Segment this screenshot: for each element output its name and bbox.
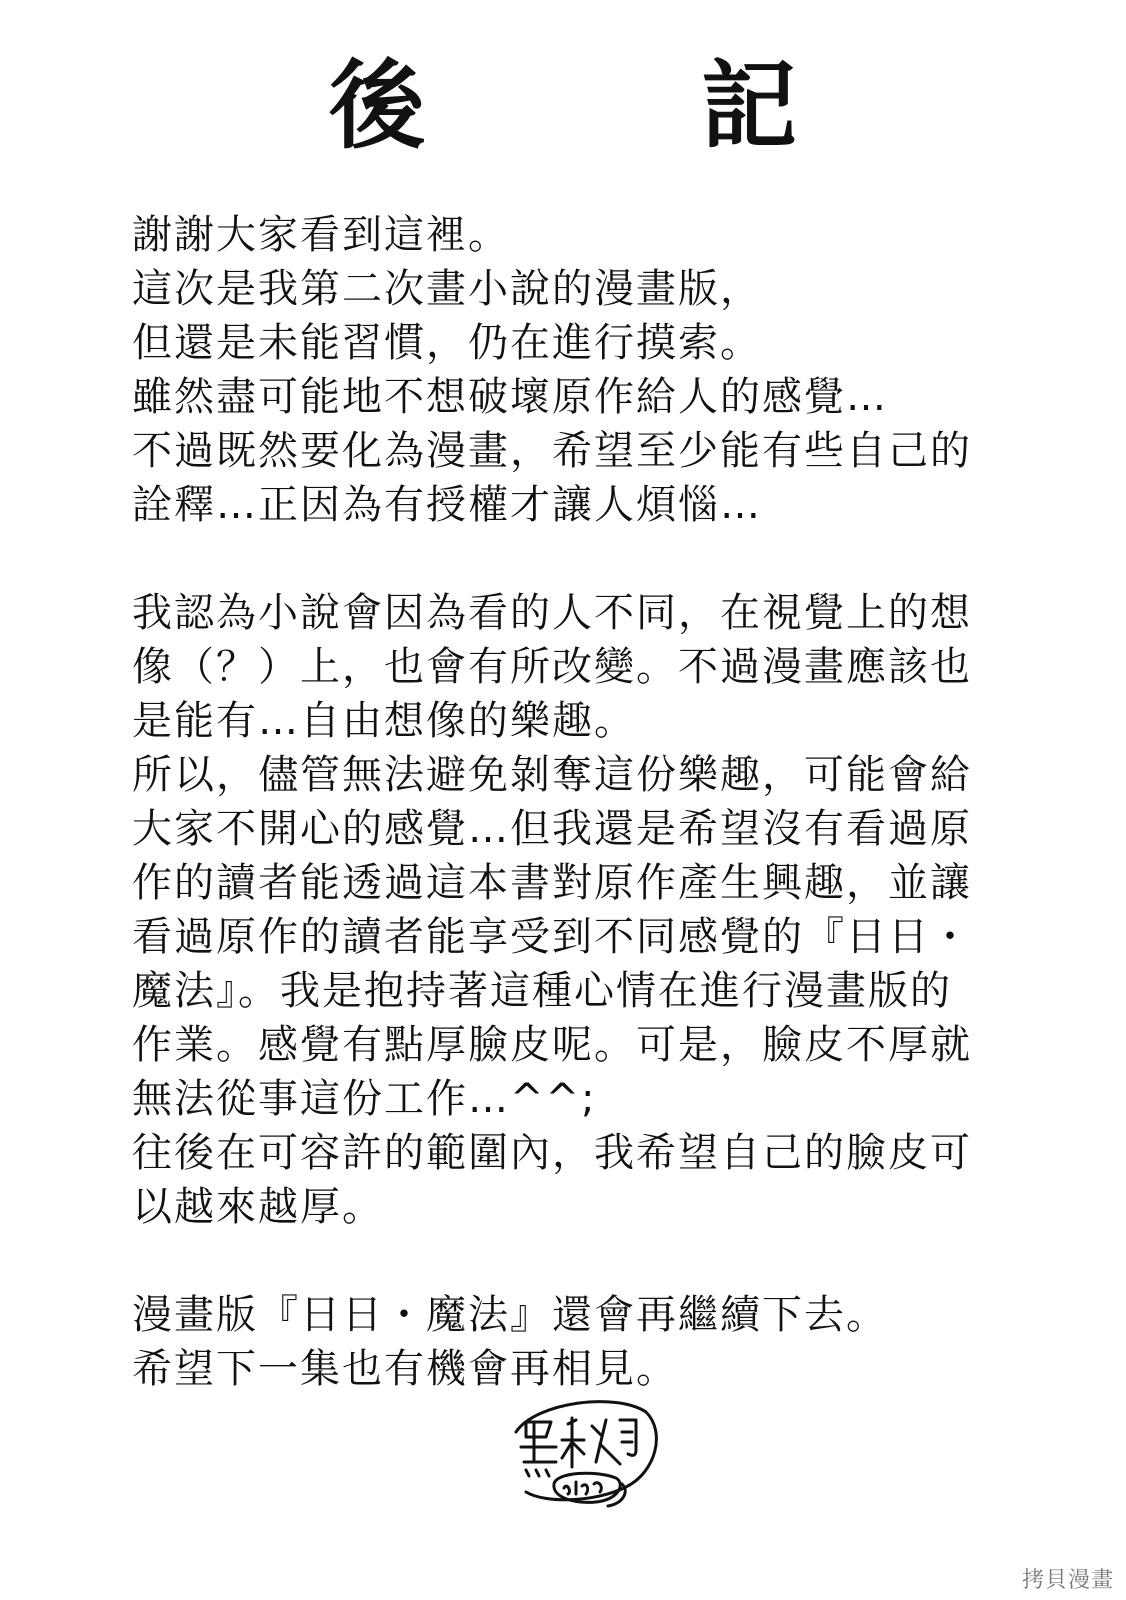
text-line: 漫畫版『日日・魔法』還會再繼續下去。	[132, 1292, 888, 1338]
text-line: 魔法』。我是抱持著這種心情在進行漫畫版的	[132, 968, 952, 1014]
text-line: 這次是我第二次畫小說的漫畫版，	[132, 266, 762, 312]
text-line: 所以，儘管無法避免剝奪這份樂趣，可能會給	[132, 752, 972, 798]
text-line: 作業。感覺有點厚臉皮呢。可是，臉皮不厚就	[132, 1022, 972, 1068]
text-line: 詮釋…正因為有授權才讓人煩惱…	[132, 482, 762, 528]
text-line: 像（？）上，也會有所改變。不過漫畫應該也	[132, 644, 972, 690]
text-line: 我認為小說會因為看的人不同，在視覺上的想	[132, 590, 972, 636]
text-line: 不過既然要化為漫畫，希望至少能有些自己的	[132, 428, 972, 474]
watermark: 拷貝漫畫	[1021, 1568, 1114, 1593]
text-line: 大家不開心的感覺…但我還是希望沒有看過原	[132, 806, 972, 852]
text-line: 雖然盡可能地不想破壞原作給人的感覺…	[132, 374, 888, 420]
text-line: 無法從事這份工作…^^;	[132, 1076, 597, 1122]
paragraph-3	[132, 1288, 1002, 1396]
text-line: 以越來越厚。	[132, 1184, 384, 1230]
text-line: 作的讀者能透過這本書對原作產生興趣，並讓	[132, 860, 972, 906]
text-line: 是能有…自由想像的樂趣。	[132, 698, 636, 744]
paragraph-spacer	[132, 1234, 1002, 1288]
text-line: 往後在可容許的範圍內，我希望自己的臉皮可	[132, 1130, 972, 1176]
text-line: 但還是未能習慣，仍在進行摸索。	[132, 320, 762, 366]
paragraph-2	[132, 586, 1002, 1234]
author-signature	[496, 1392, 666, 1522]
text-line: 看過原作的讀者能享受到不同感覺的『日日・	[132, 914, 972, 960]
paragraph-spacer	[132, 532, 1002, 586]
text-line: 謝謝大家看到這裡。	[132, 212, 510, 258]
page-title: 後 記	[329, 50, 887, 162]
text-line: 希望下一集也有機會再相見。	[132, 1346, 678, 1392]
afterword-body	[132, 208, 1002, 1396]
paragraph-1	[132, 208, 1002, 532]
